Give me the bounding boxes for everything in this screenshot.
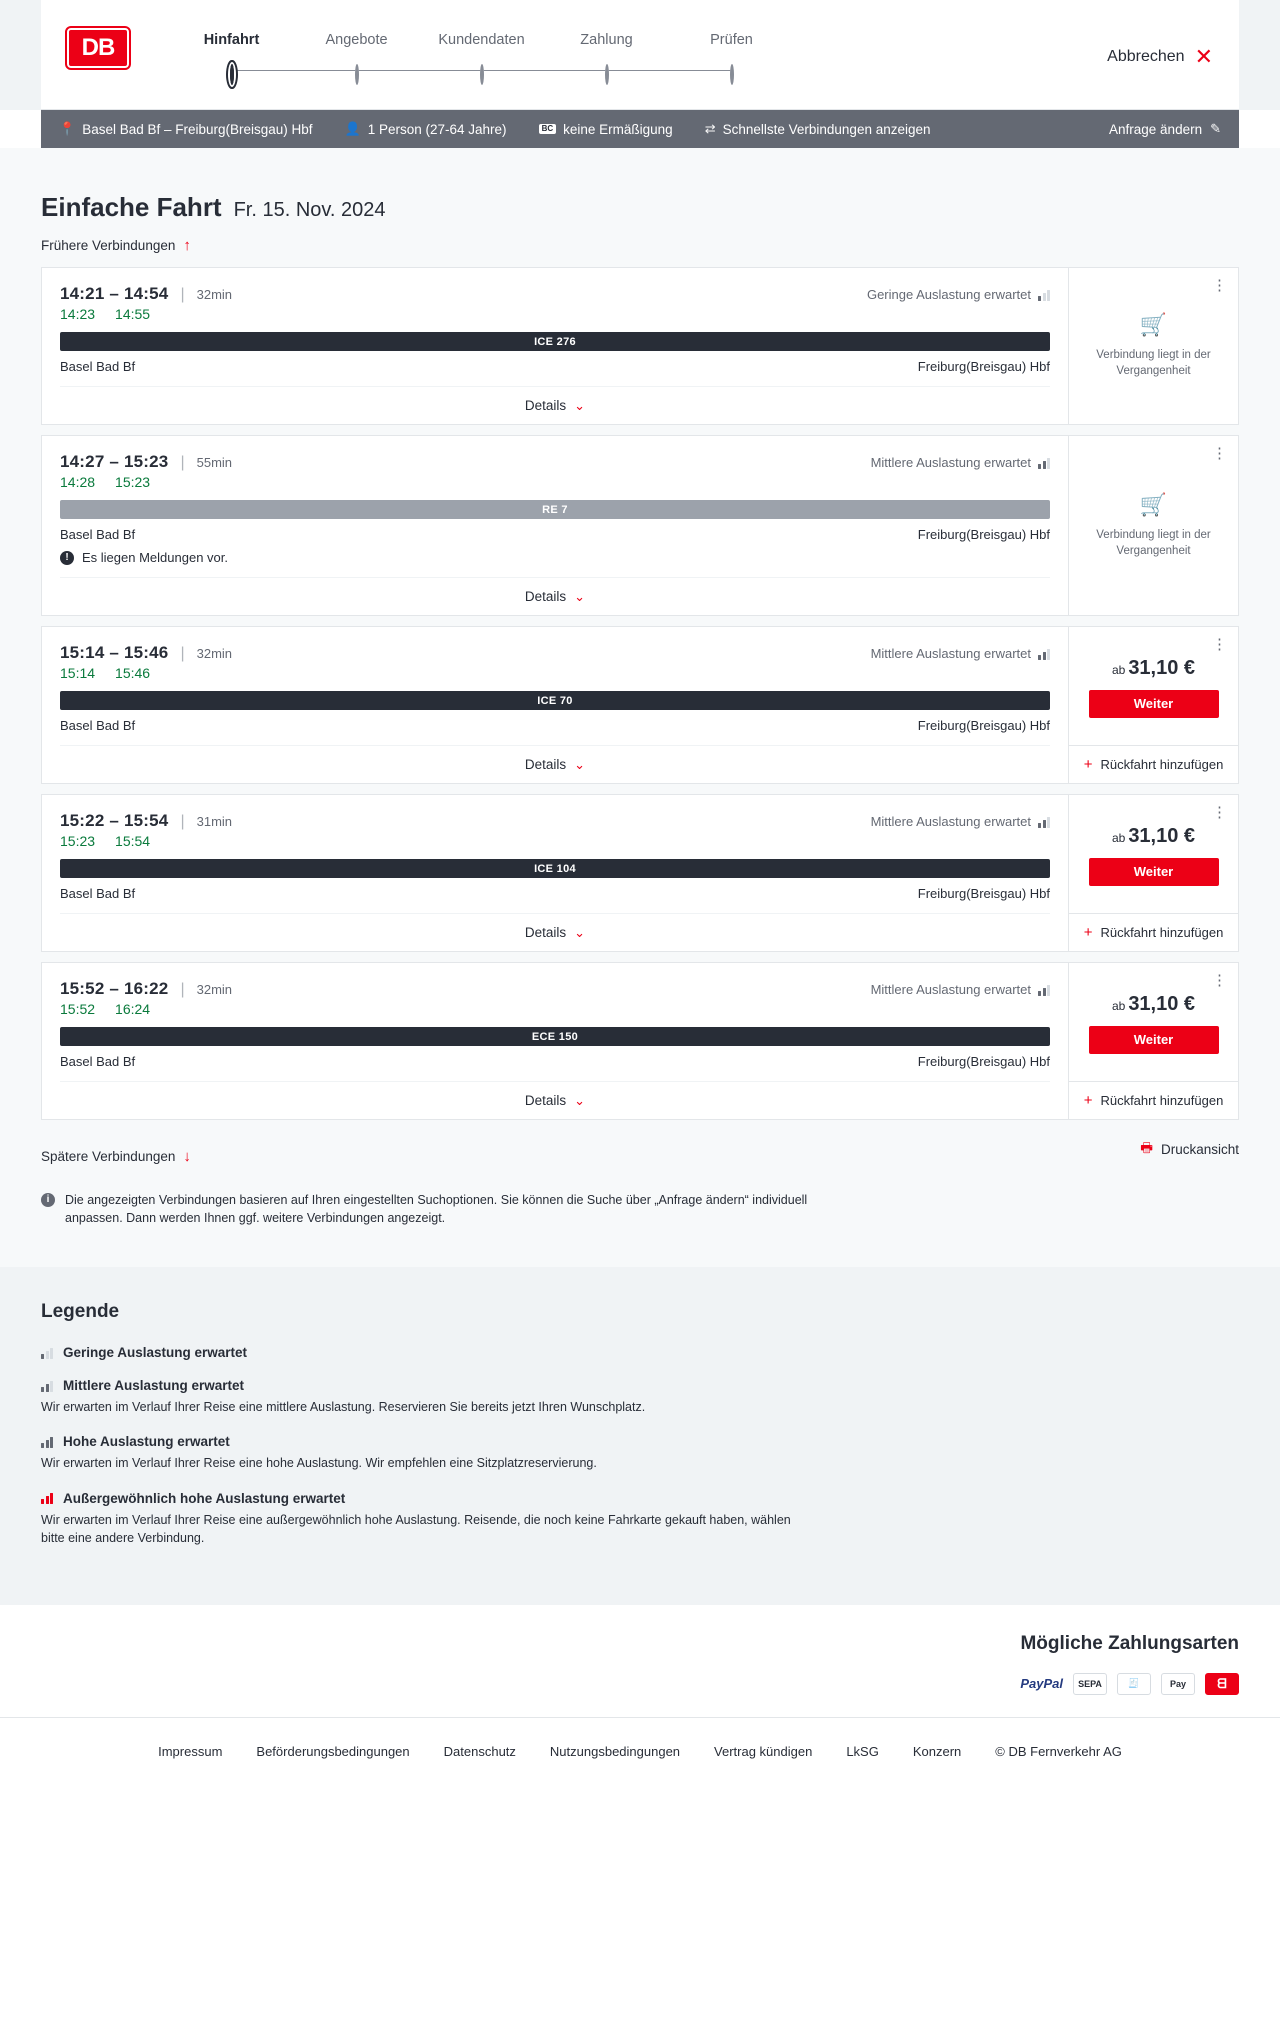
connection-times bbox=[60, 811, 1050, 831]
step-label: Kundendaten bbox=[438, 32, 525, 48]
add-return-trip-button[interactable] bbox=[1069, 913, 1238, 951]
footer-link[interactable]: Konzern bbox=[912, 1743, 962, 1759]
departure-station: Basel Bad Bf bbox=[60, 527, 136, 542]
connection-utilization bbox=[871, 814, 1050, 829]
departure-station: Basel Bad Bf bbox=[60, 1054, 136, 1069]
connection-utilization-label: Mittlere Auslastung erwartet bbox=[870, 646, 1031, 661]
connection-times bbox=[60, 979, 1050, 999]
utilization-icon bbox=[1038, 648, 1050, 660]
connection-time-range: 15:52 – 16:22 bbox=[60, 979, 169, 998]
connection-times bbox=[60, 643, 1050, 663]
utilization-icon bbox=[41, 1436, 53, 1448]
pencil-icon: ✎ bbox=[1210, 121, 1221, 136]
connections-list bbox=[41, 267, 1239, 1120]
connection-details bbox=[42, 268, 1068, 424]
realtime-departure: 14:28 bbox=[60, 474, 96, 490]
cancel-button[interactable] bbox=[1107, 46, 1213, 68]
past-connection-note bbox=[1069, 436, 1238, 615]
connection-time-range: 15:14 – 15:46 bbox=[60, 643, 169, 662]
step-label: Prüfen bbox=[710, 32, 753, 48]
legend-item-desc: Wir erwarten im Verlauf Ihrer Reise eine außergewöhnlich hohe Auslastung. Reisende, die noch keine Fahrkarte gekauft haben, wählen bitte eine andere Verbindung. bbox=[41, 1512, 791, 1545]
utilization-icon bbox=[1038, 816, 1050, 828]
utilization-icon bbox=[41, 1347, 53, 1359]
utilization-icon bbox=[1038, 984, 1050, 996]
legend-item bbox=[41, 1345, 1239, 1360]
edit-query-label: Anfrage ändern bbox=[1109, 121, 1203, 137]
arrival-station: Freiburg(Breisgau) Hbf bbox=[917, 1054, 1050, 1069]
train-badge[interactable]: ICE 276 bbox=[60, 332, 1050, 351]
divider: | bbox=[180, 645, 185, 662]
connection-time-range: 14:21 – 14:54 bbox=[60, 284, 169, 303]
chevron-down-icon: ⌄ bbox=[574, 1092, 586, 1108]
query-route-label: Basel Bad Bf – Freiburg(Breisgau) Hbf bbox=[82, 121, 313, 137]
past-connection-text: Verbindung liegt in der Vergangenheit bbox=[1096, 528, 1211, 557]
footer-link[interactable]: LkSG bbox=[846, 1743, 879, 1759]
connection-details bbox=[42, 963, 1068, 1119]
payment-icons bbox=[41, 1673, 1239, 1695]
main-content bbox=[0, 148, 1280, 1267]
add-return-trip-button[interactable] bbox=[1069, 745, 1238, 783]
add-return-trip-label: Rückfahrt hinzufügen bbox=[1100, 757, 1224, 772]
legend-item-head bbox=[41, 1434, 1239, 1449]
arrival-station: Freiburg(Breisgau) Hbf bbox=[917, 886, 1050, 901]
price-value: 31,10 € bbox=[1128, 992, 1196, 1015]
warning-icon: ! bbox=[60, 551, 74, 565]
cart-off-icon: 🛒 bbox=[1139, 491, 1168, 517]
step-zahlung[interactable] bbox=[544, 32, 669, 84]
step-label: Hinfahrt bbox=[203, 32, 260, 48]
details-label: Details bbox=[524, 398, 567, 413]
connection-utilization-label: Mittlere Auslastung erwartet bbox=[870, 982, 1031, 997]
footer-link[interactable]: Nutzungsbedingungen bbox=[549, 1743, 681, 1759]
connection-price bbox=[1112, 993, 1195, 1016]
details-toggle[interactable] bbox=[60, 745, 1050, 783]
legend-item-desc: Wir erwarten im Verlauf Ihrer Reise eine mittlere Auslastung. Reservieren Sie bereits jetzt Ihren Wunschplatz. bbox=[41, 1400, 646, 1415]
details-toggle[interactable] bbox=[60, 577, 1050, 615]
step-dot-icon bbox=[730, 64, 734, 85]
connection-utilization-label: Mittlere Auslastung erwartet bbox=[870, 814, 1031, 829]
connection-card bbox=[41, 435, 1239, 616]
departure-station: Basel Bad Bf bbox=[60, 718, 136, 733]
continue-button[interactable]: Weiter bbox=[1089, 858, 1219, 886]
legend-items bbox=[41, 1345, 1239, 1547]
add-return-trip-label: Rückfahrt hinzufügen bbox=[1100, 925, 1224, 940]
price-prefix: ab bbox=[1111, 830, 1126, 845]
connection-price bbox=[1112, 825, 1195, 848]
step-dot-icon bbox=[230, 64, 234, 85]
connection-duration: 32min bbox=[196, 982, 233, 997]
legend-item-label: Mittlere Auslastung erwartet bbox=[63, 1378, 245, 1394]
header-card bbox=[41, 0, 1239, 110]
connection-message[interactable] bbox=[60, 550, 1050, 565]
legend-item-head bbox=[41, 1491, 1239, 1506]
step-angebote[interactable] bbox=[294, 32, 419, 84]
earlier-connections-label: Frühere Verbindungen bbox=[41, 238, 176, 253]
details-toggle[interactable] bbox=[60, 386, 1050, 424]
query-option-label: Schnellste Verbindungen anzeigen bbox=[722, 121, 931, 137]
step-label: Zahlung bbox=[580, 32, 633, 48]
chevron-down-icon: ⌄ bbox=[574, 397, 586, 413]
footer-link[interactable]: Datenschutz bbox=[443, 1743, 516, 1759]
details-label: Details bbox=[524, 757, 567, 772]
footer-copyright: © DB Fernverkehr AG bbox=[995, 1743, 1122, 1759]
connection-offer bbox=[1068, 795, 1238, 951]
footer-link[interactable]: Impressum bbox=[158, 1743, 223, 1759]
continue-button[interactable]: Weiter bbox=[1089, 1026, 1219, 1054]
connection-realtime bbox=[60, 474, 1050, 490]
legend-item bbox=[41, 1491, 1239, 1547]
connection-card bbox=[41, 267, 1239, 425]
connection-duration: 32min bbox=[196, 646, 233, 661]
page-title-date: Fr. 15. Nov. 2024 bbox=[233, 199, 386, 221]
invoice-icon: 🧾 bbox=[1117, 1673, 1151, 1695]
details-label: Details bbox=[524, 589, 567, 604]
step-dot-icon bbox=[355, 64, 359, 85]
query-option[interactable] bbox=[689, 121, 947, 137]
connection-duration: 31min bbox=[196, 814, 233, 829]
connection-stations bbox=[60, 359, 1050, 374]
details-label: Details bbox=[524, 925, 567, 940]
plus-icon: + bbox=[1083, 756, 1093, 773]
footer-link[interactable]: Vertrag kündigen bbox=[714, 1743, 813, 1759]
legend-item-desc: Wir erwarten im Verlauf Ihrer Reise eine hohe Auslastung. Wir empfehlen eine Sitzplatzreservierung. bbox=[41, 1456, 597, 1471]
connection-details bbox=[42, 436, 1068, 615]
search-info-text: Die angezeigten Verbindungen basieren auf Ihren eingestellten Suchoptionen. Sie können die Suche über „Anfrage ändern“ individuell anpassen. Dann werden Ihnen ggf. weitere Verbindungen angezeigt. bbox=[65, 1193, 808, 1226]
connection-duration: 55min bbox=[196, 455, 233, 470]
query-passengers-label: 1 Person (27-64 Jahre) bbox=[367, 121, 507, 137]
add-return-trip-label: Rückfahrt hinzufügen bbox=[1100, 1093, 1224, 1108]
paypal-icon: PayPal bbox=[1020, 1673, 1063, 1695]
person-icon: 👤 bbox=[344, 121, 361, 136]
more-options-icon[interactable]: ⋮ bbox=[1212, 277, 1228, 294]
legend-item-head bbox=[41, 1378, 1239, 1393]
query-summary-bar bbox=[41, 110, 1239, 148]
info-icon: i bbox=[41, 1193, 55, 1207]
footer-link[interactable]: Beförderungsbedingungen bbox=[256, 1743, 410, 1759]
arrival-station: Freiburg(Breisgau) Hbf bbox=[917, 359, 1050, 374]
utilization-icon bbox=[41, 1380, 53, 1392]
arrow-down-icon: ↓ bbox=[183, 1148, 191, 1165]
connection-offer bbox=[1068, 963, 1238, 1119]
connection-utilization bbox=[871, 982, 1050, 997]
step-dot-icon bbox=[605, 64, 609, 85]
connection-times bbox=[60, 284, 1050, 304]
earlier-connections-button[interactable] bbox=[41, 237, 191, 254]
connection-time-range: 15:22 – 15:54 bbox=[60, 811, 169, 830]
db-logo: DB bbox=[67, 28, 129, 68]
utilization-icon bbox=[1038, 289, 1050, 301]
train-badge[interactable]: ICE 70 bbox=[60, 691, 1050, 710]
arrival-station: Freiburg(Breisgau) Hbf bbox=[917, 718, 1050, 733]
bahncard-icon: BC bbox=[539, 124, 557, 135]
more-options-icon[interactable]: ⋮ bbox=[1212, 972, 1228, 989]
connection-duration: 32min bbox=[196, 287, 233, 302]
connection-utilization bbox=[867, 287, 1050, 302]
later-connections-label: Spätere Verbindungen bbox=[41, 1149, 176, 1164]
price-prefix: ab bbox=[1111, 662, 1126, 677]
later-connections-button[interactable] bbox=[41, 1148, 191, 1165]
connection-stations bbox=[60, 718, 1050, 733]
legend-item bbox=[41, 1378, 1239, 1416]
more-options-icon[interactable]: ⋮ bbox=[1212, 804, 1228, 821]
realtime-arrival: 16:24 bbox=[115, 1001, 151, 1017]
arrow-up-icon: ↑ bbox=[183, 237, 191, 254]
departure-station: Basel Bad Bf bbox=[60, 359, 136, 374]
connection-message-text: Es liegen Meldungen vor. bbox=[82, 550, 228, 565]
realtime-departure: 15:52 bbox=[60, 1001, 96, 1017]
realtime-departure: 15:14 bbox=[60, 665, 96, 681]
price-value: 31,10 € bbox=[1128, 824, 1196, 847]
location-pin-icon: 📍 bbox=[59, 121, 76, 136]
checkout-stepper bbox=[169, 32, 794, 84]
plus-icon: + bbox=[1083, 1092, 1093, 1109]
connection-times bbox=[60, 452, 1050, 472]
legend-item-label: Außergewöhnlich hohe Auslastung erwartet bbox=[63, 1490, 346, 1506]
realtime-arrival: 14:55 bbox=[115, 306, 151, 322]
divider: | bbox=[180, 813, 185, 830]
connection-time-range: 14:27 – 15:23 bbox=[60, 452, 169, 471]
train-badge[interactable]: ICE 104 bbox=[60, 859, 1050, 878]
legend-item-label: Hohe Auslastung erwartet bbox=[63, 1434, 230, 1450]
train-badge[interactable]: RE 7 bbox=[60, 500, 1050, 519]
connection-offer bbox=[1068, 268, 1238, 424]
details-toggle[interactable] bbox=[60, 913, 1050, 951]
connection-realtime bbox=[60, 306, 1050, 322]
chevron-down-icon: ⌄ bbox=[574, 756, 586, 772]
query-discount[interactable] bbox=[523, 122, 689, 137]
credit-card-icon: ᗺ bbox=[1205, 1673, 1239, 1695]
connection-stations bbox=[60, 1054, 1050, 1069]
page-title-text: Einfache Fahrt bbox=[41, 192, 222, 222]
payment-methods-section bbox=[0, 1605, 1280, 1717]
connection-utilization-label: Mittlere Auslastung erwartet bbox=[870, 455, 1031, 470]
chevron-down-icon: ⌄ bbox=[574, 924, 586, 940]
printer-icon: 🖶 bbox=[1140, 1140, 1153, 1155]
connection-stations bbox=[60, 886, 1050, 901]
departure-station: Basel Bad Bf bbox=[60, 886, 136, 901]
query-passengers[interactable] bbox=[329, 121, 523, 137]
price-value: 31,10 € bbox=[1128, 656, 1196, 679]
step-kundendaten[interactable] bbox=[419, 32, 544, 84]
connection-stations bbox=[60, 527, 1050, 542]
page-title bbox=[41, 148, 1239, 223]
arrival-station: Freiburg(Breisgau) Hbf bbox=[917, 527, 1050, 542]
details-label: Details bbox=[524, 1093, 567, 1108]
connection-details bbox=[42, 795, 1068, 951]
cart-off-icon: 🛒 bbox=[1139, 312, 1168, 338]
step-prüfen[interactable] bbox=[669, 32, 794, 84]
divider: | bbox=[180, 981, 185, 998]
realtime-arrival: 15:46 bbox=[115, 665, 151, 681]
step-label: Angebote bbox=[325, 32, 388, 48]
realtime-departure: 15:23 bbox=[60, 833, 96, 849]
continue-button[interactable]: Weiter bbox=[1089, 690, 1219, 718]
past-connection-text: Verbindung liegt in der Vergangenheit bbox=[1096, 349, 1211, 377]
header bbox=[0, 0, 1280, 110]
list-footer bbox=[41, 1134, 1239, 1165]
price-prefix: ab bbox=[1111, 998, 1126, 1013]
connection-details bbox=[42, 627, 1068, 783]
apple-pay-icon: Pay bbox=[1161, 1673, 1195, 1695]
chevron-down-icon: ⌄ bbox=[574, 588, 586, 604]
realtime-arrival: 15:54 bbox=[115, 833, 151, 849]
search-info-note bbox=[41, 1191, 841, 1227]
divider: | bbox=[180, 286, 185, 303]
legend-section bbox=[0, 1267, 1280, 1605]
details-toggle[interactable] bbox=[60, 1081, 1050, 1119]
connection-price bbox=[1112, 657, 1195, 680]
print-view-button[interactable] bbox=[1140, 1138, 1239, 1161]
query-discount-label: keine Ermäßigung bbox=[563, 121, 673, 137]
add-return-trip-button[interactable] bbox=[1069, 1081, 1238, 1119]
close-icon: ✕ bbox=[1194, 44, 1213, 69]
connection-card bbox=[41, 626, 1239, 784]
edit-query-button[interactable] bbox=[1109, 121, 1221, 137]
utilization-icon bbox=[1038, 457, 1050, 469]
connection-card bbox=[41, 962, 1239, 1120]
connection-realtime bbox=[60, 1001, 1050, 1017]
connection-realtime bbox=[60, 665, 1050, 681]
realtime-departure: 14:23 bbox=[60, 306, 96, 322]
connection-utilization bbox=[871, 455, 1050, 470]
plus-icon: + bbox=[1083, 924, 1093, 941]
step-hinfahrt[interactable] bbox=[169, 32, 294, 84]
connection-realtime bbox=[60, 833, 1050, 849]
legend-item-head bbox=[41, 1345, 1239, 1360]
legend-title: Legende bbox=[41, 1301, 120, 1323]
more-options-icon[interactable]: ⋮ bbox=[1212, 636, 1228, 653]
footer-links bbox=[0, 1717, 1280, 1789]
legend-item bbox=[41, 1434, 1239, 1472]
connection-utilization bbox=[871, 646, 1050, 661]
more-options-icon[interactable]: ⋮ bbox=[1212, 445, 1228, 462]
utilization-icon bbox=[41, 1492, 53, 1504]
direct-debit-icon: SEPA bbox=[1073, 1673, 1107, 1695]
print-view-label: Druckansicht bbox=[1160, 1142, 1239, 1157]
query-route[interactable] bbox=[59, 121, 329, 137]
legend-item-label: Geringe Auslastung erwartet bbox=[63, 1345, 248, 1361]
divider: | bbox=[180, 454, 185, 471]
connection-utilization-label: Geringe Auslastung erwartet bbox=[866, 287, 1031, 302]
payment-methods-title: Mögliche Zahlungsarten bbox=[1020, 1632, 1239, 1654]
realtime-arrival: 15:23 bbox=[115, 474, 151, 490]
cancel-label: Abbrechen bbox=[1107, 48, 1185, 65]
step-dot-icon bbox=[480, 64, 484, 85]
swap-icon: ⇄ bbox=[704, 121, 716, 136]
connection-card bbox=[41, 794, 1239, 952]
connection-offer bbox=[1068, 436, 1238, 615]
train-badge[interactable]: ECE 150 bbox=[60, 1027, 1050, 1046]
connection-offer bbox=[1068, 627, 1238, 783]
